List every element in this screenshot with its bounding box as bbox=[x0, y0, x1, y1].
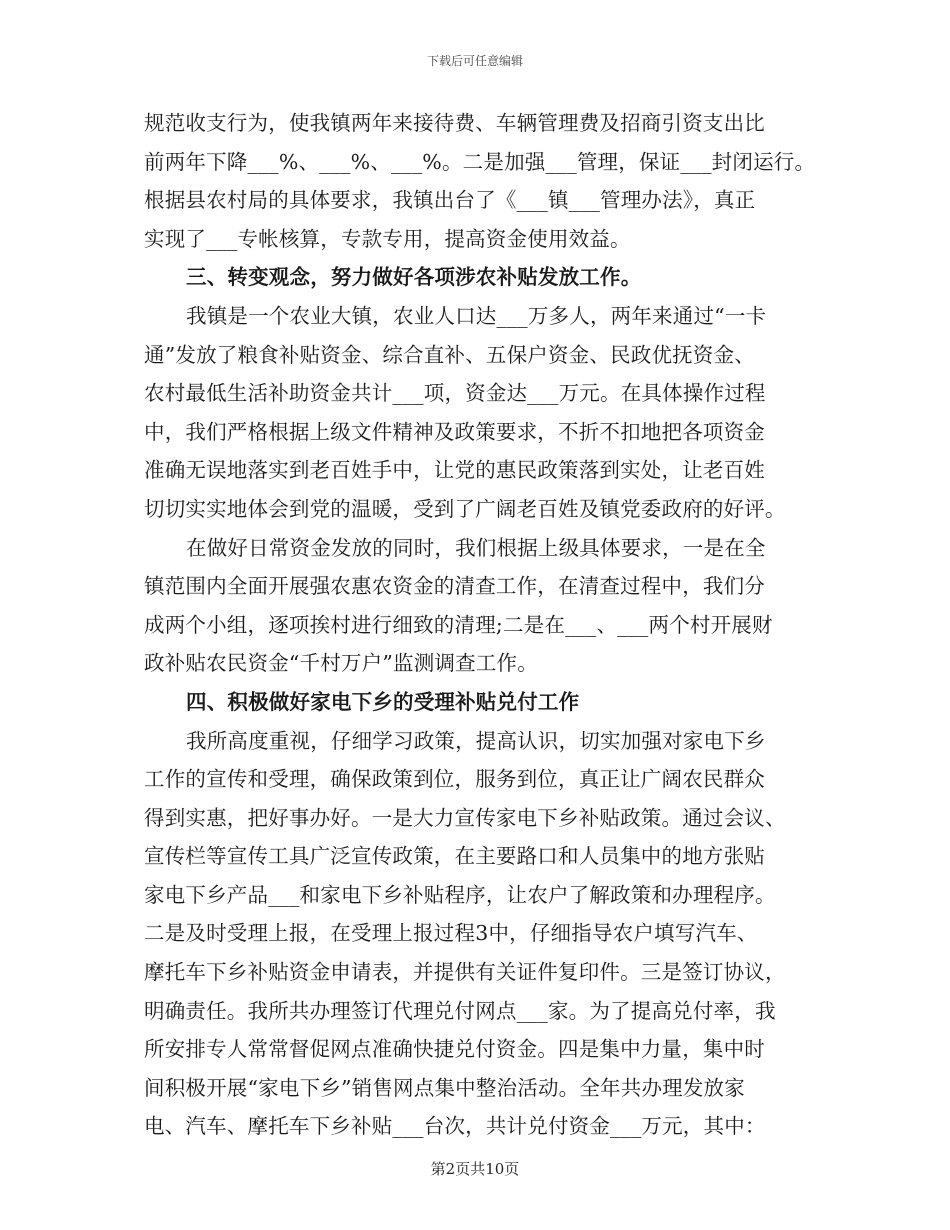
paragraph-line: 得到实惠，把好事办好。一是大力宣传家电下乡补贴政策。通过会议、 bbox=[144, 805, 786, 830]
page-footer: 第2页共10页 bbox=[430, 1160, 520, 1178]
page-header: 下载后可任意编辑 bbox=[426, 54, 523, 68]
paragraph-line: 家电下乡产品___和家电下乡补贴程序，让农户了解政策和办理程序。 bbox=[144, 882, 776, 907]
paragraph-line: 成两个小组，逐项挨村进行细致的清理;二是在___、___两个村开展财 bbox=[144, 612, 773, 637]
paragraph-line: 二是及时受理上报，在受理上报过程3中，仔细指导农户填写汽车、 bbox=[144, 921, 758, 946]
paragraph-line: 电、汽车、摩托车下乡补贴___台次，共计兑付资金___万元，其中： bbox=[144, 1114, 766, 1139]
paragraph-line: 我镇是一个农业大镇，农业人口达___万多人，两年来通过“一卡 bbox=[186, 303, 767, 328]
paragraph-line: 明确责任。我所共办理签订代理兑付网点___家。为了提高兑付率，我 bbox=[144, 998, 776, 1023]
paragraph-line: 通”发放了粮食补贴资金、综合直补、五保户资金、民政优抚资金、 bbox=[144, 342, 755, 367]
paragraph-line: 宣传栏等宣传工具广泛宣传政策，在主要路口和人员集中的地方张贴 bbox=[144, 844, 765, 869]
paragraph-line: 政补贴农民资金“千村万户”监测调查工作。 bbox=[144, 651, 538, 676]
paragraph-line: 准确无误地落实到老百姓手中，让党的惠民政策落到实处，让老百姓 bbox=[144, 458, 765, 483]
paragraph-line: 工作的宣传和受理，确保政策到位，服务到位，真正让广阔农民群众 bbox=[144, 767, 765, 792]
paragraph-line: 在做好日常资金发放的同时，我们根据上级具体要求，一是在全 bbox=[186, 535, 766, 560]
section-heading-3: 三、转变观念，努力做好各项涉农补贴发放工作。 bbox=[186, 265, 642, 290]
paragraph-line: 规范收支行为，使我镇两年来接待费、车辆管理费及招商引资支出比 bbox=[144, 111, 765, 135]
paragraph-line: 切切实实地体会到党的温暖，受到了广阔老百姓及镇党委政府的好评。 bbox=[144, 496, 786, 521]
paragraph-line: 农村最低生活补助资金共计___项，资金达___万元。在具体操作过程 bbox=[144, 381, 766, 406]
paragraph-line: 间积极开展“家电下乡”销售网点集中整治活动。全年共办理发放家 bbox=[144, 1075, 745, 1100]
section-heading-4: 四、积极做好家电下乡的受理补贴兑付工作 bbox=[186, 689, 580, 714]
paragraph-line: 实现了___专帐核算，专款专用，提高资金使用效益。 bbox=[144, 226, 631, 251]
document-body bbox=[144, 104, 816, 1146]
paragraph-line: 所安排专人常常督促网点准确快捷兑付资金。四是集中力量，集中时 bbox=[144, 1037, 765, 1062]
paragraph-line: 镇范围内全面开展强农惠农资金的清查工作，在清查过程中，我们分 bbox=[144, 574, 765, 599]
paragraph-line: 中，我们严格根据上级文件精神及政策要求，不折不扣地把各项资金 bbox=[144, 419, 765, 444]
paragraph-line: 根据县农村局的具体要求，我镇出台了《___镇___管理办法》，真正 bbox=[144, 188, 756, 213]
paragraph-line: 摩托车下乡补贴资金申请表，并提供有关证件复印件。三是签订协议， bbox=[144, 960, 786, 985]
paragraph-line: 前两年下降___%、___%、___%。二是加强___管理，保证___封闭运行。 bbox=[144, 149, 816, 174]
paragraph-line: 我所高度重视，仔细学习政策，提高认识，切实加强对家电下乡 bbox=[186, 728, 766, 753]
